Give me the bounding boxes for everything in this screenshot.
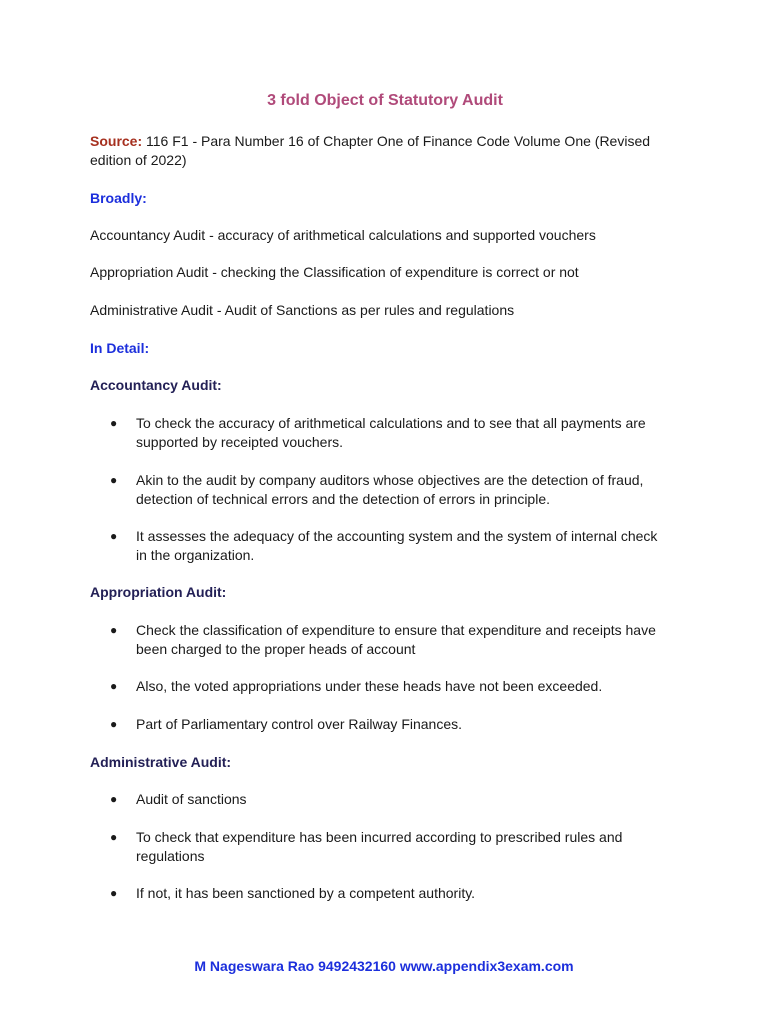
- list-item-text: Audit of sanctions: [136, 791, 247, 807]
- source-text: 116 F1 - Para Number 16 of Chapter One of Finance Code Volume One (Revised edition of 2022): [90, 133, 651, 168]
- accountancy-heading: Accountancy Audit:: [90, 377, 222, 393]
- list-item-text: Part of Parliamentary control over Railway Finances.: [136, 716, 463, 732]
- list-item-text: To check that expenditure has been incurred according to prescribed rules and regulations: [136, 829, 623, 864]
- broadly-heading: Broadly:: [90, 190, 147, 206]
- list-item-text: Akin to the audit by company auditors whose objectives are the detection of fraud, detection of technical errors and the detection of errors in principle.: [136, 472, 644, 507]
- bullet-icon: ●: [110, 717, 118, 731]
- administrative-heading: Administrative Audit:: [90, 754, 232, 770]
- list-item-text: Also, the voted appropriations under these heads have not been exceeded.: [136, 678, 603, 694]
- list-item-text: If not, it has been sanctioned by a competent authority.: [136, 885, 476, 901]
- bullet-icon: ●: [110, 623, 118, 637]
- list-item-text: It assesses the adequacy of the accounting system and the system of internal check in the organization.: [136, 528, 658, 563]
- bullet-icon: ●: [110, 886, 118, 900]
- bullet-icon: ●: [110, 792, 118, 806]
- appropriation-heading: Appropriation Audit:: [90, 584, 227, 600]
- bullet-icon: ●: [110, 679, 118, 693]
- list-item-text: To check the accuracy of arithmetical calculations and to see that all payments are supported by receipted vouchers.: [136, 415, 646, 450]
- broadly-line-administrative: Administrative Audit - Audit of Sanctions as per rules and regulations: [90, 302, 515, 318]
- source-label: Source:: [90, 133, 143, 149]
- bullet-icon: ●: [110, 830, 118, 844]
- broadly-line-appropriation: Appropriation Audit - checking the Classification of expenditure is correct or not: [90, 264, 579, 280]
- footer-contact: M Nageswara Rao 9492432160 www.appendix3exam.com: [194, 958, 574, 974]
- in-detail-heading: In Detail:: [90, 340, 150, 356]
- bullet-icon: ●: [110, 416, 118, 430]
- bullet-icon: ●: [110, 473, 118, 487]
- bullet-icon: ●: [110, 529, 118, 543]
- source-paragraph: [90, 132, 670, 170]
- page-title: 3 fold Object of Statutory Audit: [267, 92, 503, 109]
- broadly-line-accountancy: Accountancy Audit - accuracy of arithmetical calculations and supported vouchers: [90, 227, 596, 243]
- list-item-text: Check the classification of expenditure to ensure that expenditure and receipts have been charged to the proper heads of account: [136, 622, 656, 657]
